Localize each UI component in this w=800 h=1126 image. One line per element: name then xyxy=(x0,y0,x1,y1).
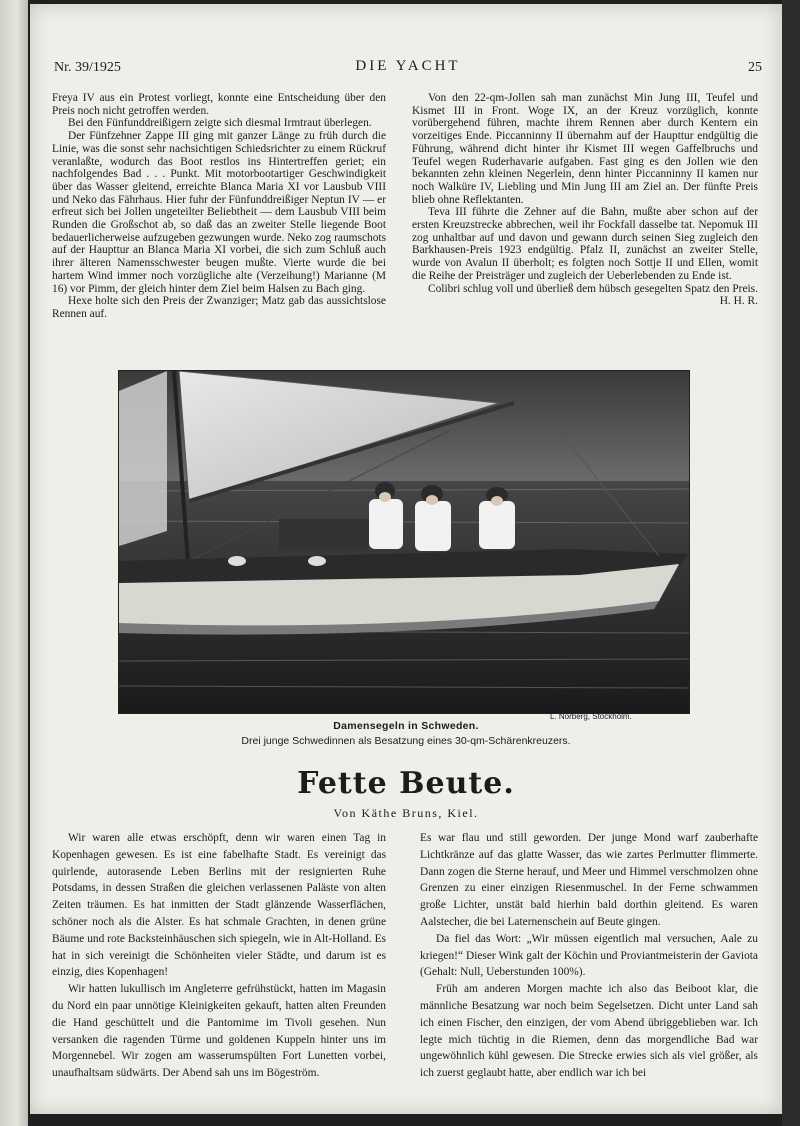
report-column-right xyxy=(412,92,758,308)
magazine-title: DIE YACHT xyxy=(355,58,461,74)
photo-credit: L. Norberg, Stockholm. xyxy=(550,712,632,721)
paragraph: Hexe holte sich den Preis der Zwanziger; Matz gab das aussichtslose Rennen auf. xyxy=(52,295,386,320)
previous-page-edge xyxy=(0,0,28,1126)
sailboat-photo xyxy=(118,370,690,714)
page-number: 25 xyxy=(748,60,762,75)
paragraph: Früh am anderen Morgen machte ich also das Beiboot klar, die männliche Besatzung war noch beim Segelsetzen. Dicht unter Land sah ich einen Fischer, den einzigen, der vom Abend übriggeblieben war. Ich legte mich tüchtig in die Riemen, denn das morgendliche Bad war ungewöhnlich kühl gewesen. Die Strecke erwies sich als viel größer, als ich zuerst geglaubt hatte, aber endlich war ich bei xyxy=(420,983,758,1080)
paragraph: Von den 22-qm-Jollen sah man zunächst Min Jung III, Teufel und Kismet III in Front. Woge IX, an der Kreuz vorzüglich, konnte vorübergehend führen, machte ihrem Rennen aber durch Kentern ein vorzeitiges Ende. Piccanninny II übernahm auf der Haupttur endgültig die Führung, während dicht hinter ihr Kismet III wegen Gaffelbruchs und Teufel wegen Ruderhavarie aufgaben. Fast ging es den Jollen wie den bekannten zehn kleinen Negerlein, denn hinter Piccanninny II kamen nur noch Walküre IV, Liebling und Min Jung III am Ziel an. Der fünfte Preis blieb ohne Reflektanten. xyxy=(412,92,758,206)
photo-caption-title: Damensegeln in Schweden. xyxy=(333,720,479,732)
author-signature: H. H. R. xyxy=(719,295,758,308)
scanner-background xyxy=(782,0,800,1126)
article-title: Fette Beute. xyxy=(297,766,515,801)
paragraph: Es war flau und still geworden. Der junge Mond warf zauberhafte Lichtkränze auf das glatte Wasser, das wie zartes Perlmutter flimmerte. Dann zogen die Sterne herauf, und Meer und Himmel verschmolzen ohne Grenzen zu einer einzigen Riesenmuschel. In der Ferne schwammen große Lichter, unstät bald hierhin bald dorthin gleitend. Es waren Aalstecher, die bei Laternenschein auf Beute gingen. xyxy=(420,832,758,928)
paragraph: Freya IV aus ein Protest vorliegt, konnte eine Entscheidung über den Preis noch nicht getroffen werden. xyxy=(52,92,386,117)
article-column-right xyxy=(420,830,758,1082)
paragraph: Bei den Fünfunddreißigern zeigte sich diesmal Irmtraut überlegen. xyxy=(68,117,372,130)
issue-number: Nr. 39/1925 xyxy=(54,60,121,75)
paragraph: Da fiel das Wort: „Wir müssen eigentlich mal versuchen, Aale zu kriegen!“ Dieser Wink galt der Köchin und Proviantmeisterin der Gaviota (Gehalt: Null, Ueberstunden 100%). xyxy=(420,932,758,979)
paragraph: Wir hatten lukullisch im Angleterre gefrühstückt, hatten im Magasin du Nord ein paar unnötige Kleinigkeiten gekauft, hatten alten Freunden die Hand geschüttelt und die Pantomime im Tivoli gesehen. Nun versanken die ragenden Türme und goldenen Kuppeln hinter uns im Morgennebel. Wir zogen am wasserumspülten Fort Lunetten vorbei, unaufhaltsam südwärts. Der Abend sah uns im Bögeström. xyxy=(52,983,386,1080)
paragraph: Der Fünfzehner Zappe III ging mit ganzer Länge zu früh durch die Linie, was die sonst sehr nachsichtigen Schiedsrichter zu einem Rückruf veranlaßte, wodurch das Boot restlos ins Hintertreffen geriet; ein nachfolgendes Bad . . . Punkt. Mit motorbootartiger Geschwindigkeit über das Wasser gleitend, erreichte Blanca Maria XI vor Lausbub VIII und Neko das Fährhaus. Hier fuhr der Fünfunddreißiger Neptun IV — er erfreut sich bei Jollen ungeteilter Beliebtheit — dem Lausbub VIII beim Runden die Großschot ab, so daß das an zweiter Stelle liegende Boot bedauerlicherweise aufzugeben gezwungen wurde. Neko zog raumschots auf der Haupttur an Blanca Maria XI vorbei, die sich zum Schluß auch ihrer älteren Namensschwester beugen mußte. Vierte wurde die bei hartem Wind immer noch vorzügliche alte (Verzeihung!) Marianne (M 16) vor Pimm, der gleich hinter dem Ziel beim Halsen zu Bach ging. xyxy=(52,130,386,295)
paragraph: Teva III führte die Zehner auf die Bahn, mußte aber schon auf der ersten Kreuzstrecke abbrechen, weil ihr Fockfall dasselbe tat. Nepomuk III zog unhaltbar auf und davon und gewann durch seinen Sieg zugleich den Barkhausen-Preis 1923 endgültig. Pfalz II, zunächst an zweiter Stelle, wurde von Avalun II überholt; es folgten noch Sottje II und Ellen, womit die Reihe der Preisträger und zugleich der Ueberlebenden zu Ende ist. xyxy=(412,206,758,282)
sailboat-illustration xyxy=(119,371,689,713)
paragraph: Colibri schlug voll und überließ dem hübsch gesegelten Spatz den Preis. xyxy=(428,282,758,295)
magazine-page xyxy=(30,4,782,1114)
paragraph: Wir waren alle etwas erschöpft, denn wir waren einen Tag in Kopenhagen gewesen. Es ist eine fabelhafte Stadt. Es vereinigt das quirlende, autorasende Leben Berlins mit der resignierten Ruhe Potsdams, in dessen Straßen die gleichen verlassenen Paläste von alten Zeiten träumen. Es hat inmitten der Stadt glänzende Wasserflächen, schöner noch als die Alster. Es hat schmale Grachten, in denen grüne Bäume und rote Backsteinhäuschen sich spiegeln, wie in Alt-Holland. Es hat in sich vereinigt die Schönheiten vieler Städte, und darum ist es einzig, dies Kopenhagen! xyxy=(52,832,386,979)
photo-caption: Drei junge Schwedinnen als Besatzung eines 30-qm-Schärenkreuzers. xyxy=(241,735,571,747)
article-byline: Von Käthe Bruns, Kiel. xyxy=(333,806,479,820)
report-column-left xyxy=(52,92,386,321)
page-header xyxy=(54,56,762,78)
article-column-left xyxy=(52,830,386,1082)
